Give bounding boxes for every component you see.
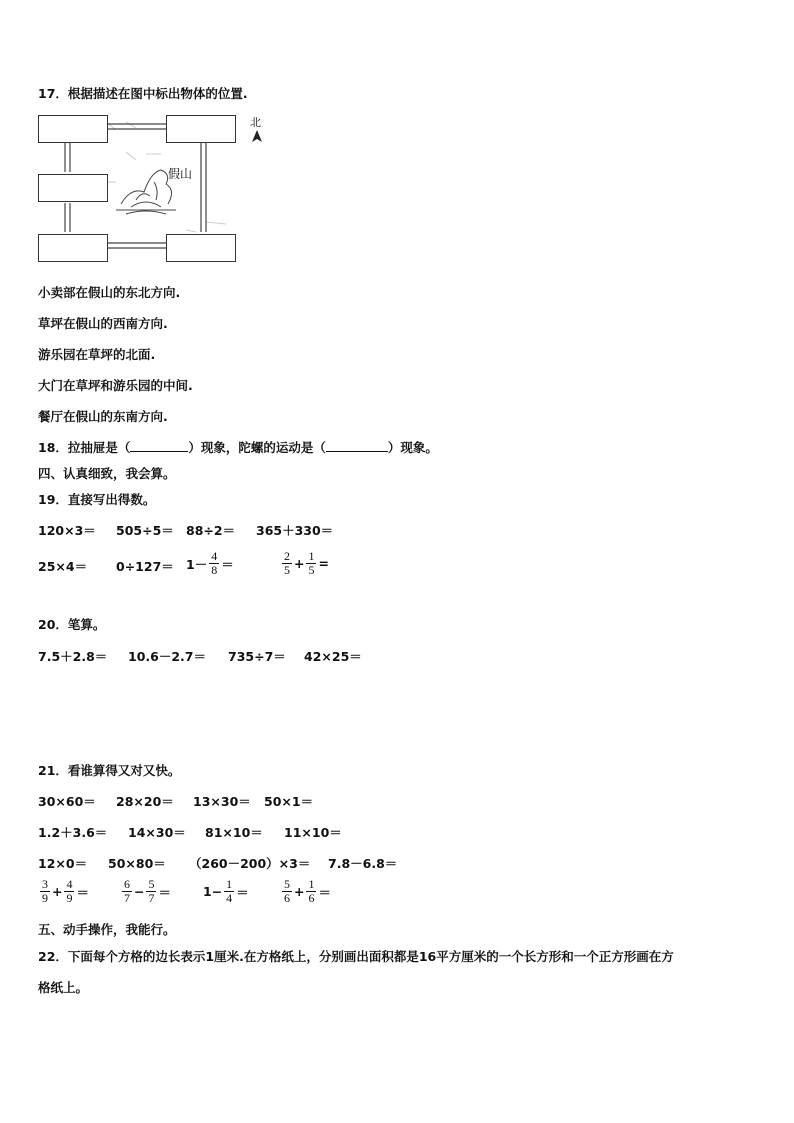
q21-r2-2: 14×30＝ [128, 825, 186, 840]
q17-line-4: 大门在草坪和游乐园的中间. [38, 378, 193, 393]
fraction-numerator: 6 [124, 877, 130, 891]
q19-item-7-prefix: 1－ [186, 556, 208, 572]
q18-part2: ）现象，陀螺的运动是（ [188, 440, 326, 455]
box-top-right[interactable] [166, 115, 236, 143]
q21-r4-4-fraction-1 [282, 878, 292, 905]
fraction-denominator: 7 [148, 891, 155, 905]
q19-title: 19．直接写出得数。 [38, 492, 156, 507]
section-5-heading: 五、动手操作，我能行。 [38, 922, 176, 937]
q19-item-6: 0÷127＝ [116, 559, 174, 574]
q19-item-8-fraction-1 [282, 550, 292, 577]
q21-r4-3-fraction [224, 878, 234, 905]
q20-item-3: 735÷7＝ [228, 649, 286, 664]
north-label: 北 [250, 116, 261, 129]
fraction-numerator: 2 [284, 549, 290, 563]
q21-r4-2-fraction-1 [122, 878, 132, 905]
q21-r4-3-prefix: 1− [203, 884, 223, 899]
box-middle-left[interactable] [38, 174, 108, 202]
q21-r4-1-operator: + [52, 884, 63, 899]
q17-line-1: 小卖部在假山的东北方向. [38, 285, 181, 300]
q17-line-3: 游乐园在草坪的北面. [38, 347, 156, 362]
q19-item-5: 25×4＝ [38, 559, 88, 574]
q21-r4-2-suffix: ＝ [158, 884, 171, 900]
q21-r4-2 [120, 878, 171, 905]
fraction-numerator: 1 [308, 877, 315, 891]
q20-item-2: 10.6－2.7＝ [128, 649, 206, 664]
location-diagram [36, 112, 266, 264]
fraction-denominator: 6 [308, 891, 315, 905]
box-bottom-right[interactable] [166, 234, 236, 262]
q21-r3-1: 12×0＝ [38, 856, 88, 871]
fraction-numerator: 4 [66, 877, 73, 891]
q18-blank-1[interactable] [130, 439, 188, 452]
q20-item-1: 7.5＋2.8＝ [38, 649, 108, 664]
fraction-numerator: 5 [148, 877, 155, 891]
q18-part3: ）现象。 [387, 440, 438, 455]
q19-item-8-suffix: = [318, 556, 329, 571]
q18-text [38, 438, 438, 456]
q21-r4-3 [203, 878, 249, 905]
fraction-denominator: 8 [211, 563, 218, 577]
q20-title: 20．笔算。 [38, 617, 106, 632]
q19-item-8-operator: + [294, 556, 305, 571]
q20-item-4: 42×25＝ [304, 649, 362, 664]
fraction-numerator: 3 [42, 877, 48, 891]
q21-r1-4: 50×1＝ [264, 794, 314, 809]
q21-r3-4: 7.8－6.8＝ [328, 856, 398, 871]
q22-line-2: 格纸上。 [38, 980, 89, 995]
fraction-denominator: 9 [66, 891, 73, 905]
north-arrow-icon [252, 130, 262, 144]
box-bottom-left[interactable] [38, 234, 108, 262]
fraction-numerator: 4 [211, 549, 218, 563]
q21-r4-1-fraction-1 [40, 878, 50, 905]
fraction-denominator: 4 [226, 891, 233, 905]
q17-title: 17．根据描述在图中标出物体的位置. [38, 86, 248, 101]
fraction-numerator: 1 [226, 877, 233, 891]
q21-title: 21．看谁算得又对又快。 [38, 763, 181, 778]
q21-r4-4-suffix: ＝ [318, 884, 331, 900]
q19-item-2: 505÷5＝ [116, 523, 174, 538]
section-4-heading: 四、认真细致，我会算。 [38, 466, 176, 481]
q19-item-7 [186, 550, 234, 577]
q17-line-5: 餐厅在假山的东南方向. [38, 409, 168, 424]
q21-r1-3: 13×30＝ [193, 794, 251, 809]
fraction-numerator: 1 [308, 549, 315, 563]
q21-r3-3: （260－200）×3＝ [189, 856, 311, 871]
q21-r2-4: 11×10＝ [284, 825, 342, 840]
q21-r4-2-fraction-2 [146, 878, 156, 905]
q21-r4-1 [38, 878, 89, 905]
q21-r2-1: 1.2＋3.6＝ [38, 825, 108, 840]
q21-r4-2-operator: − [134, 884, 145, 899]
q19-item-1: 120×3＝ [38, 523, 96, 538]
q21-r3-2: 50×80＝ [108, 856, 166, 871]
q19-item-3: 88÷2＝ [186, 523, 236, 538]
q19-item-4: 365＋330＝ [256, 523, 334, 538]
q21-r4-4-operator: + [294, 884, 305, 899]
fraction-denominator: 6 [284, 891, 290, 905]
q22-line-1: 22．下面每个方格的边长表示1厘米.在方格纸上，分别画出面积都是16平方厘米的一个长方形和一个正方形画在方 [38, 949, 674, 964]
fraction-denominator: 7 [124, 891, 130, 905]
q21-r1-1: 30×60＝ [38, 794, 96, 809]
q19-item-7-fraction [209, 550, 219, 577]
fraction-denominator: 5 [284, 563, 290, 577]
q21-r2-3: 81×10＝ [205, 825, 263, 840]
fraction-denominator: 5 [308, 563, 315, 577]
q21-r4-4-fraction-2 [306, 878, 316, 905]
q19-item-8 [280, 550, 329, 577]
q17-line-2: 草坪在假山的西南方向. [38, 316, 168, 331]
q19-item-7-suffix: ＝ [221, 556, 234, 572]
fraction-numerator: 5 [284, 877, 290, 891]
q21-r4-1-fraction-2 [64, 878, 74, 905]
fraction-denominator: 9 [42, 891, 48, 905]
q21-r4-4 [280, 878, 331, 905]
hill-label: 假山 [168, 167, 193, 181]
q21-r1-2: 28×20＝ [116, 794, 174, 809]
q19-item-8-fraction-2 [306, 550, 316, 577]
q21-r4-1-suffix: ＝ [76, 884, 89, 900]
box-top-left[interactable] [38, 115, 108, 143]
q21-r4-3-suffix: ＝ [236, 884, 249, 900]
q18-blank-2[interactable] [326, 439, 388, 452]
q18-part1: 18．拉抽屉是（ [38, 440, 131, 455]
